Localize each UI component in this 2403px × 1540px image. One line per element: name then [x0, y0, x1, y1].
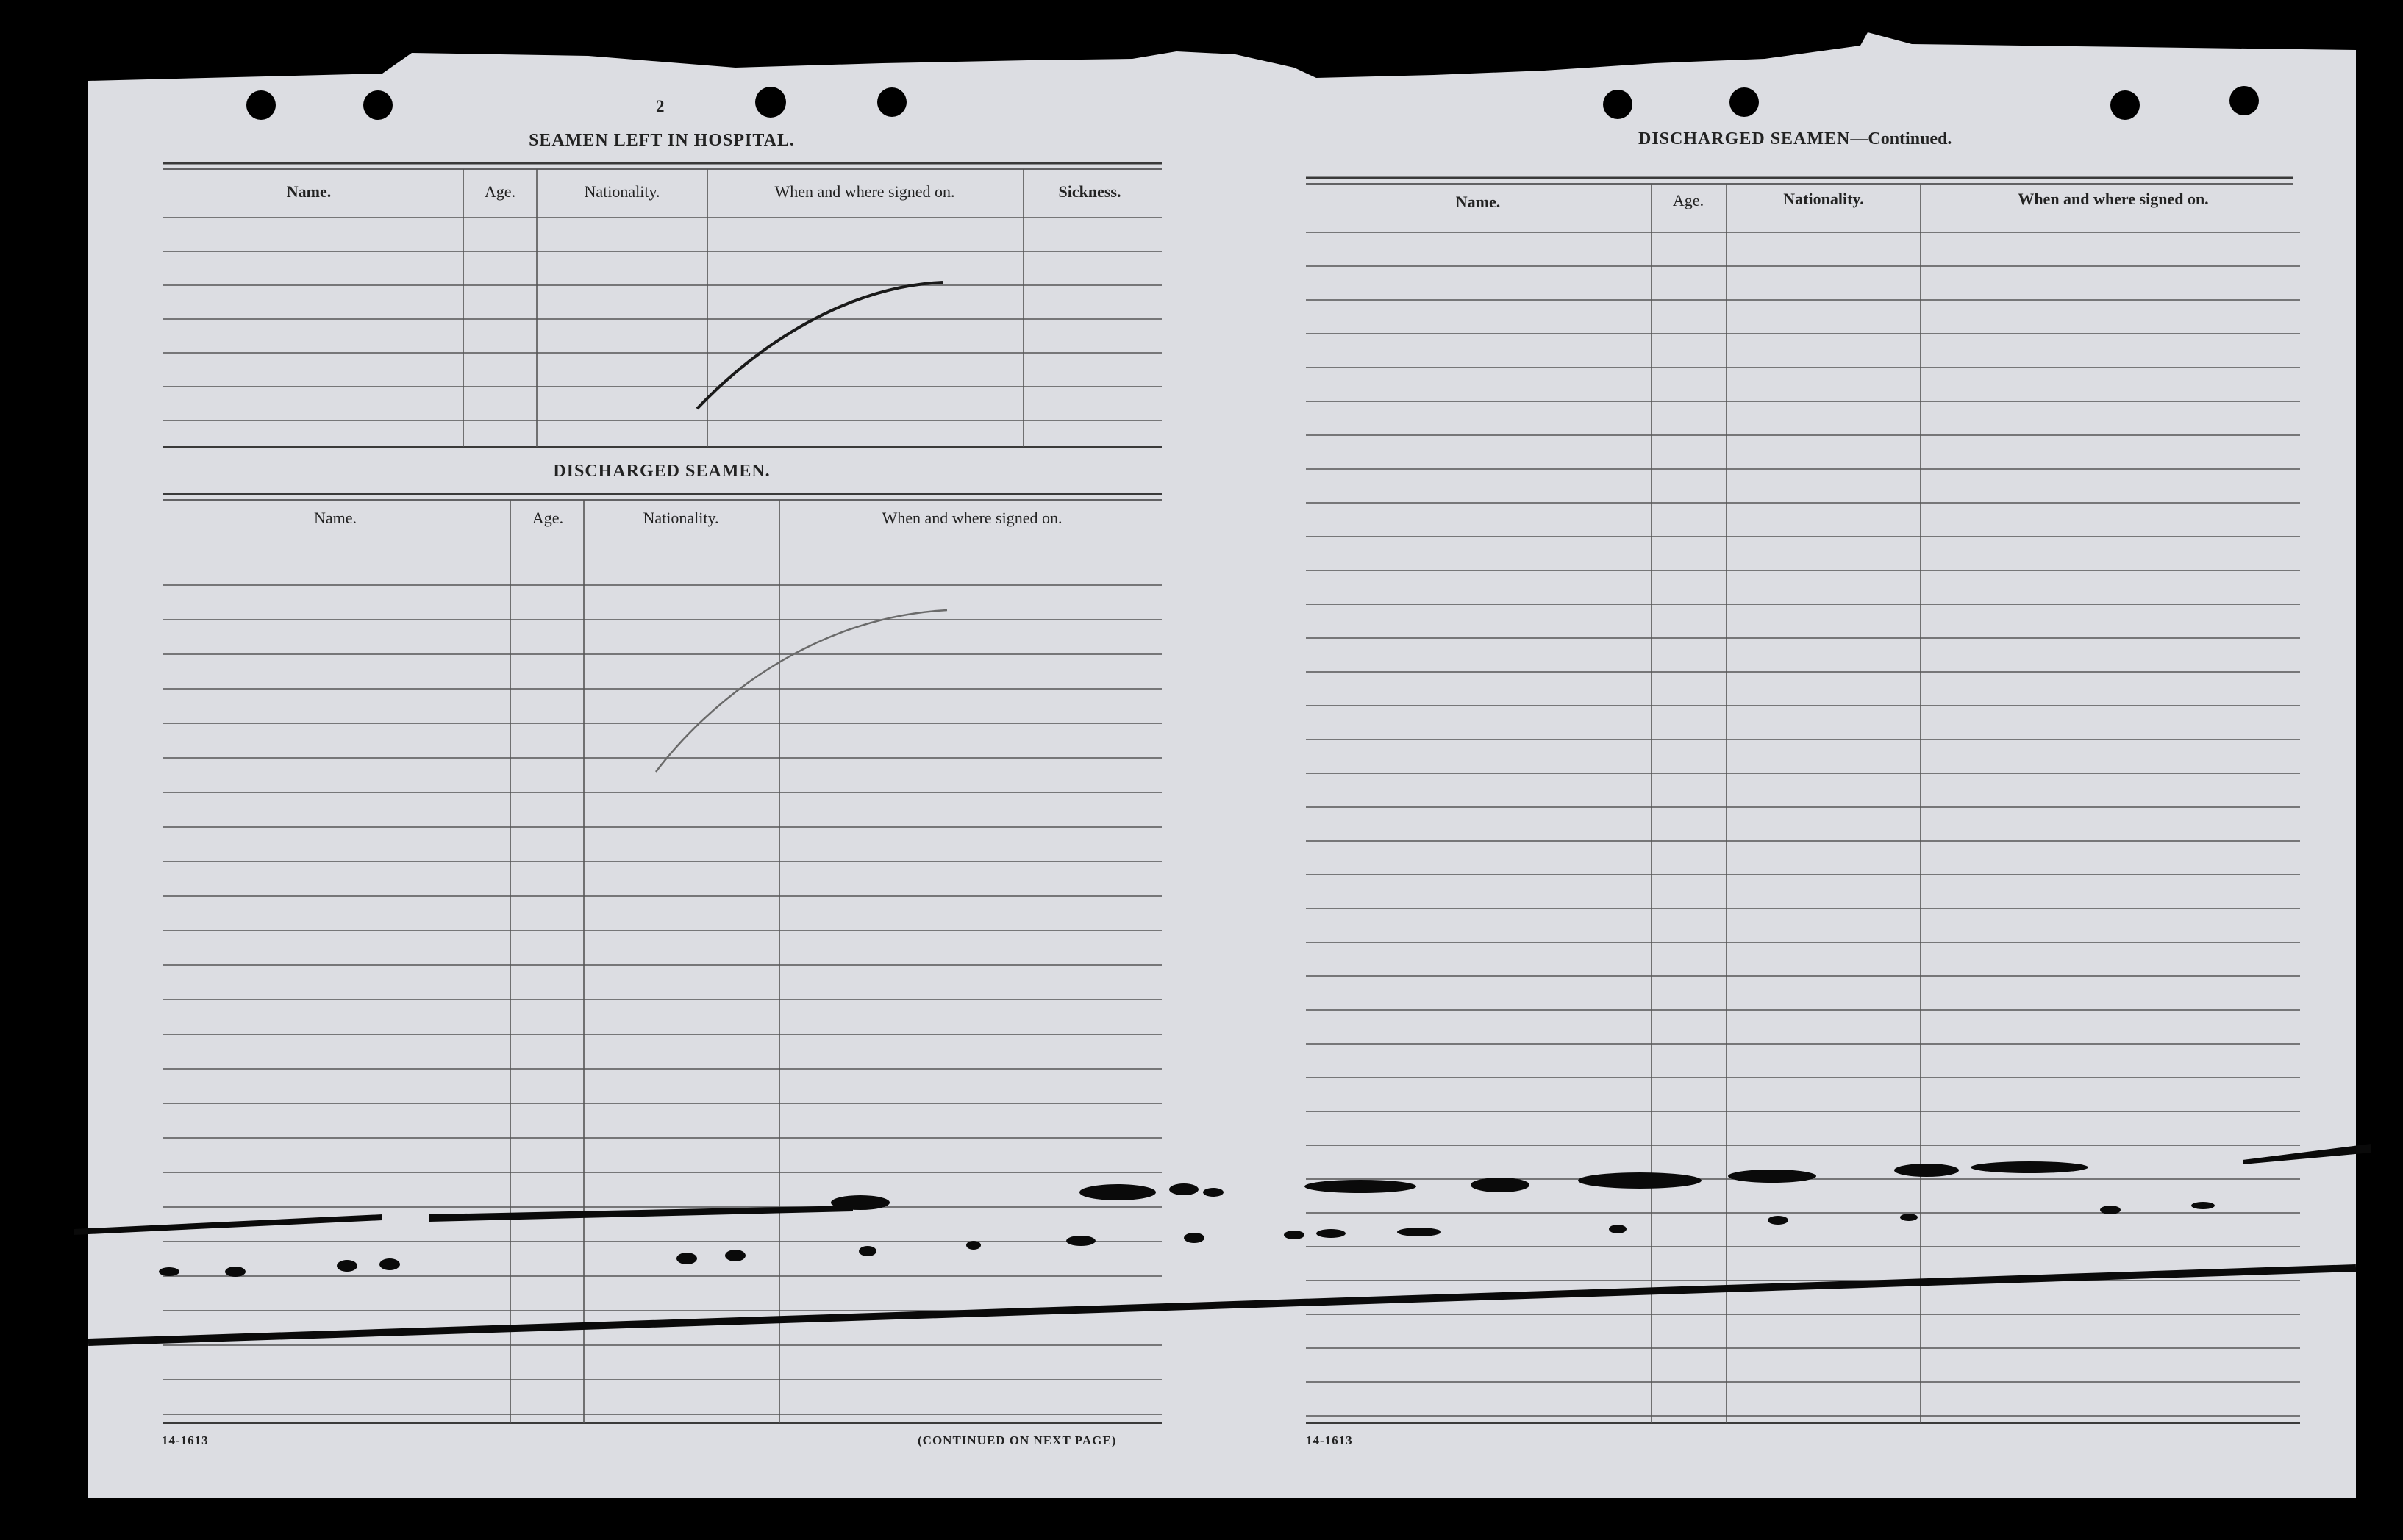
- continued-col-name: Name.: [1455, 193, 1501, 211]
- discharged-col-nationality: Nationality.: [643, 509, 719, 527]
- continued-col-age: Age.: [1672, 191, 1704, 209]
- discharged-col-signed-on: When and where signed on.: [882, 509, 1063, 527]
- hospital-col-signed-on: When and where signed on.: [774, 182, 955, 201]
- hospital-section-title: SEAMEN LEFT IN HOSPITAL.: [529, 131, 795, 150]
- hospital-col-sickness: Sickness.: [1058, 182, 1121, 201]
- discharged-col-name: Name.: [313, 509, 357, 527]
- form-number-right: 14-1613: [1306, 1433, 1353, 1447]
- form-number-left: 14-1613: [162, 1433, 209, 1447]
- discharged-col-age: Age.: [532, 509, 564, 527]
- discharged-section-title: DISCHARGED SEAMEN.: [553, 462, 771, 481]
- continued-col-signed-on: When and where signed on.: [2018, 190, 2209, 208]
- continued-section-title: [1638, 129, 1952, 149]
- continued-title-suffix: —Continued.: [1850, 129, 1952, 148]
- continued-title-main: DISCHARGED SEAMEN: [1638, 129, 1851, 148]
- continued-note: (CONTINUED ON NEXT PAGE): [918, 1433, 1117, 1447]
- page-number: 2: [656, 97, 665, 115]
- hospital-col-nationality: Nationality.: [584, 182, 660, 201]
- hospital-col-name: Name.: [286, 182, 332, 201]
- hospital-col-age: Age.: [484, 182, 516, 201]
- continued-col-nationality: Nationality.: [1783, 190, 1864, 208]
